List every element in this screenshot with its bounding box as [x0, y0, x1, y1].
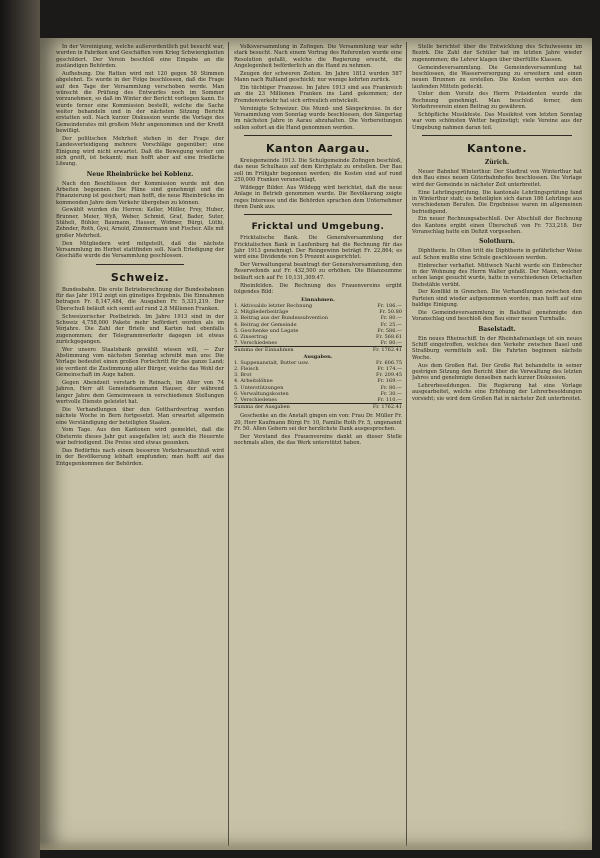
article-paragraph: Rheinfelden. Die Rechnung des Frauenvereins ergibt folgendes Bild: — [234, 282, 402, 295]
section-heading-schweiz: Schweiz. — [110, 270, 170, 284]
article-paragraph: Gegen Abendzeit verstarb in Reinach, im Alter von 74 Jahren, Herr alt Gemeindeammann Hauser, der während langer Jahre dem Gemeinwesen in verschiedenen Stellungen wertvolle Dienste geleistet hat. — [56, 379, 224, 405]
table-row: 1. Aktivsaldo letzter Rechnung Fr. 186.— — [234, 303, 402, 310]
section-heading-aargau: Kanton Aargau. — [266, 141, 370, 155]
section-divider — [96, 264, 184, 265]
column-rule — [228, 42, 229, 846]
column-right — [412, 44, 582, 844]
article-paragraph: Wildeggr Bilder. Aus Wildegg wird berichtet, daß die neue Anlage in Betrieb genommen wurde. Die Bevölkerung zeigte reges Interesse und die Behörden sprachen dem Unternehmer ihren Dank aus. — [234, 184, 402, 210]
article-paragraph: Aufhebung. Die Ratten wird mit 120 gegen 58 Stimmen abgelehnt. Es wurde in der Folge beschlossen, daß die Frage auf den Tage der Versammlung verschoben werde. Man wünscht die Prüfung des Entwurfes noch im Sommer vorzunehmen, so daß im Winter der Bericht vorliegen kann. Es wurde ferner eine Kommission bestellt, welche die Sache weiter behandeln und in der nächsten Sitzung Bericht erstatten soll. Nach kurzer Diskussion wurde die Vorlage des Gemeinderates mit großem Mehr angenommen und der Kredit bewilligt. — [56, 70, 224, 134]
article-paragraph: Zeugen der schweren Zeiten. Im Jahre 1812 wurden 587 Mann nach Rußland geschickt; nur wenige kehrten zurück. — [234, 70, 402, 84]
article-paragraph: Fricktalische Bank. Die Generalversammlung der Fricktalischen Bank in Laufenburg hat die Rechnung für das Jahr 1913 genehmigt. Der Reingewinn beträgt Fr. 22,864; es wird eine Dividende von 5 Prozent ausgerichtet. — [234, 235, 402, 261]
article-paragraph: Die Gemeindeversammlung in Balsthal genehmigte den Voranschlag und beschloß den Bau einer neuen Turnhalle. — [412, 310, 582, 323]
table-row: 3. Brot Fr. 209.45 — [234, 372, 402, 379]
article-subheading-solothurn: Solothurn. — [479, 238, 515, 246]
article-paragraph: Eine Lehrlingsprüfung. Die kantonale Lehrlingsprüfung fand in Winterthur statt; es beteiligten sich daran 186 Lehrlinge aus verschiedenen Berufen. Die Ergebnisse waren im allgemeinen befriedigend. — [412, 189, 582, 215]
article-paragraph: Den Mitgliedern wird mitgeteilt, daß die nächste Versammlung im Herbst stattfinden soll. Nach Erledigung der Geschäfte wurde die Versammlung geschlossen. — [56, 240, 224, 260]
book-binding — [0, 0, 40, 858]
table-row: 7. Verschiedenes Fr. 110.— — [234, 397, 402, 404]
article-paragraph: Der politischen Mehrheit stehen in der Frage der Landesverteidigung mehrere Vorschläge gegenüber; eine Einigung wird nicht erwartet. Daß die Bewegung weiter um sich greift, ist bekannt; man hofft aber auf eine friedliche Lösung. — [56, 135, 224, 168]
article-paragraph: Kreisgemeinde 1913. Die Schulgemeinde Zofingen beschloß, das neue Schulhaus auf dem Kirchplatz zu erstellen. Der Bau soll im Frühjahr begonnen werden; die Kosten sind auf rund 250,000 Franken veranschlagt. — [234, 157, 402, 183]
article-paragraph: Vereinigte Schweizer. Die Mund- und Sängerkreise. In der Versammlung vom Sonntag wurde beschlossen, den Sängertag im nächsten Jahre in Aarau abzuhalten. Die Vorbereitungen sollen sofort an die Hand genommen werden. — [234, 105, 402, 131]
article-paragraph: Der Verwaltungsrat beantragt der Generalversammlung, den Reservefonds auf Fr. 432,500 zu erhöhen. Die Bilanzsumme beläuft sich auf Fr. 10,131,309.47. — [234, 262, 402, 281]
article-subheading-baselstadt: Baselstadt. — [478, 325, 516, 333]
section-heading-fricktal: Fricktal und Umgebung. — [251, 222, 385, 233]
article-paragraph: Geschenke an die Anstalt gingen ein von: Frau Dr. Müller Fr. 20, Herr Kaufmann Bürgi Fr. 10, Familie Roth Fr. 5, ungenannt Fr. 50. Allen Gebern sei der herzlichste Dank ausgesprochen. — [234, 413, 402, 433]
article-paragraph: Lehrerbesoldungen. Die Regierung hat eine Vorlage ausgearbeitet, welche eine Erhöhung der Lehrerbesoldungen vorsieht; sie wird dem Großen Rat in nächster Zeit unterbreitet. — [412, 383, 582, 402]
article-paragraph: Die Verhandlungen über den Gotthardvertrag werden nächste Woche in Bern fortgesetzt. Man erwartet allgemein eine Verständigung der beteiligten Staaten. — [56, 406, 224, 426]
article-paragraph: In der Vereinigung, welche außerordentlich gut besucht war, wurden in Fabriken und Geschäften vom Krieg Schwierigkeiten geschildert. Der Verein beschloß eine Eingabe an die zuständigen Behörden. — [56, 44, 224, 70]
table-total-row: Summa der Einnahmen Fr. 1762.41 — [234, 347, 402, 354]
table-row: 4. Beitrag der Gemeinde Fr. 25.— — [234, 321, 402, 328]
table-row: 6. Verwaltungskosten Fr. 30.— — [234, 390, 402, 397]
table-row: 2. Fleisch Fr. 174.— — [234, 366, 402, 373]
section-divider — [244, 135, 392, 136]
table-row: 5. Geschenke und Legate Fr. 586.— — [234, 327, 402, 334]
accounts-expense-heading: Ausgaben. — [303, 353, 333, 360]
article-paragraph: Gewählt wurden die Herren: Keller, Müller, Frey, Huber, Brunner, Meier, Wyß, Weber, Schmid, Graf, Bader, Suter, Stäheli, Bühler, Baumann, Hauser, Widmer, Bürgi, Lüthi, Zehnder, Roth, Gysi, Arnold, Zimmermann und Fischer. Alle mit großer Mehrheit. — [56, 207, 224, 239]
table-row: 2. Mitgliederbeiträge Fr. 50.80 — [234, 309, 402, 316]
article-paragraph: Unter dem Vorsitz des Herrn Präsidenten wurde die Rechnung genehmigt. Man beschloß ferner, dem Verkehrsverein einen Beitrag zu gewähren. — [412, 91, 582, 111]
article-subheading: Neue Rheinbrücke bei Koblenz. — [86, 170, 194, 178]
table-row: 4. Arbeitslöhne Fr. 169.— — [234, 378, 402, 385]
table-row: 1. Suppenanstalt, Butter usw. Fr. 606.75 — [234, 359, 402, 366]
article-paragraph: Ein neuer Rechnungsabschluß. Der Abschluß der Rechnung des Kantons ergibt einen Überschuß von Fr. 733,218. Der Voranschlag hatte ein Defizit vorgesehen. — [412, 216, 582, 236]
article-paragraph: Bundesbahn. Die erste Betriebsrechnung der Bundesbahnen für das Jahr 1912 zeigt ein günstiges Ergebnis. Die Einnahmen betragen Fr. 8,147,484, die Ausgaben Fr. 5,331,219. Der Überschuß beläuft sich somit auf rund 2,8 Millionen Franken. — [56, 286, 224, 312]
article-paragraph: Gemeindeversammlung. Die Gemeindeversammlung hat beschlossen, die Wasserversorgung zu erweitern und einen neuen Brunnen zu erstellen. Die Kosten werden aus den laufenden Mitteln gedeckt. — [412, 64, 582, 90]
section-divider — [244, 214, 392, 215]
table-row: 7. Verschiedenes Fr. 80.— — [234, 340, 402, 347]
page-shadow — [40, 840, 592, 850]
article-paragraph: Volksversammlung in Zofingen. Die Versammlung war sehr stark besucht. Nach einem Vortrag des Referenten wurde eine Resolution gefaßt, welche die Regierung ersucht, die Angelegenheit beförderlich an die Hand zu nehmen. — [234, 44, 402, 70]
article-paragraph: Einbrecher verhaftet. Mittwoch Nacht wurde ein Einbrecher in der Wohnung des Herrn Walter gefaßt. Der Mann, welcher schon lange gesucht wurde, hatte in verschiedenen Ortschaften Diebstähle verübt. — [412, 262, 582, 288]
table-row: 3. Beitrag aus der Bundessubvention Fr. 80.— — [234, 315, 402, 322]
section-divider — [422, 135, 572, 136]
article-paragraph: Nach den Beschlüssen der Kommission wurde mit den Arbeiten begonnen. Die Pläne sind genehmigt und die Finanzierung ist gesichert; man hofft, die neue Rheinbrücke im kommenden Jahre dem Verkehr übergeben zu können. — [56, 180, 224, 206]
article-paragraph: Diphtherie. In Olten tritt die Diphtherie in gefährlicher Weise auf. Schon mußte eine Schule geschlossen werden. — [412, 248, 582, 261]
article-paragraph: Schweizerischer Postbetrieb. Im Jahre 1913 sind in der Schweiz 4,758,000 Pakete mehr befördert worden als im Vorjahre. Die Zahl der Briefe und Karten hat ebenfalls zugenommen; der Telegrammverkehr dagegen ist etwas zurückgegangen. — [56, 313, 224, 345]
article-paragraph: Das Bedürfnis nach einem besseren Verkehrsanschluß wird in der Bevölkerung lebhaft empfunden; man hofft auf das Entgegenkommen der Behörden. — [56, 447, 224, 467]
accounts-table — [234, 297, 402, 411]
article-subheading-zurich: Zürich. — [484, 158, 510, 166]
table-row: 5. Unterstützungen Fr. 80.— — [234, 384, 402, 391]
column-rule — [406, 42, 407, 846]
article-paragraph: Wer unsere Staatsbank gewählt wissen will, — Zur Abstimmung vom nächsten Sonntag schreibt man uns: Die Vorlage bedeutet einen großen Fortschritt für das ganze Land; sie verdient die Zustimmung aller Bürger, welche das Wohl der Gemeinschaft im Auge haben. — [56, 346, 224, 379]
table-total-row: Summa der Ausgaben Fr. 1762.41 — [234, 404, 402, 411]
accounts-income-heading: Einnahmen. — [301, 296, 335, 303]
table-row: 6. Zinsertrag Fr. 568.61 — [234, 334, 402, 341]
article-paragraph: Stelle berichtet über die Entwicklung des Schulwesens im Bezirk. Die Zahl der Schüler hat im letzten Jahre wieder zugenommen; die Lehrer klagen über überfüllte Klassen. — [412, 44, 582, 63]
article-paragraph: Der Vorstand des Frauenvereins dankt an dieser Stelle nochmals allen, die das Werk unterstützt haben. — [234, 434, 402, 447]
article-paragraph: Aus dem Großen Rat. Der Große Rat behandelte in seiner gestrigen Sitzung den Bericht über die Verwaltung des letzten Jahres und genehmigte denselben nach kurzer Diskussion. — [412, 362, 582, 382]
column-middle — [234, 44, 402, 844]
article-paragraph: Ein neues Rheinschiff. In der Rheinhafenanlage ist ein neues Schiff eingetroffen, welches den Verkehr zwischen Basel und Straßburg vermitteln soll. Die Fahrten beginnen nächste Woche. — [412, 335, 582, 361]
column-left — [56, 44, 224, 844]
newspaper-page — [40, 38, 592, 850]
article-paragraph: Neuer Bahnhof Winterthur. Der Stadtrat von Winterthur hat den Bau eines neuen Güterbahnhofes beschlossen. Die Vorlage wird der Gemeinde in nächster Zeit unterbreitet. — [412, 168, 582, 188]
article-paragraph: Vom Tage. Aus den Kantonen wird gemeldet, daß die Obsternte dieses Jahr gut ausgefallen ist; auch die Heuernte war befriedigend. Die Preise sind etwas gesunken. — [56, 427, 224, 447]
article-paragraph: Schöpfliche Musikfeste. Das Musikfest vom letzten Sonntag war vom schönsten Wetter begünstigt; viele Vereine aus der Umgebung nahmen daran teil. — [412, 111, 582, 131]
article-paragraph: Der Konflikt in Grenchen. Die Verhandlungen zwischen den Parteien sind wieder aufgenommen worden; man hofft auf eine baldige Einigung. — [412, 289, 582, 309]
article-paragraph: Ein tüchtiger Franzose. Im Jahre 1913 sind aus Frankreich an die 23 Millionen Franken ins Land gekommen; der Fremdenverkehr hat sich erfreulich entwickelt. — [234, 85, 402, 104]
section-heading-kantone: Kantone. — [466, 141, 528, 155]
